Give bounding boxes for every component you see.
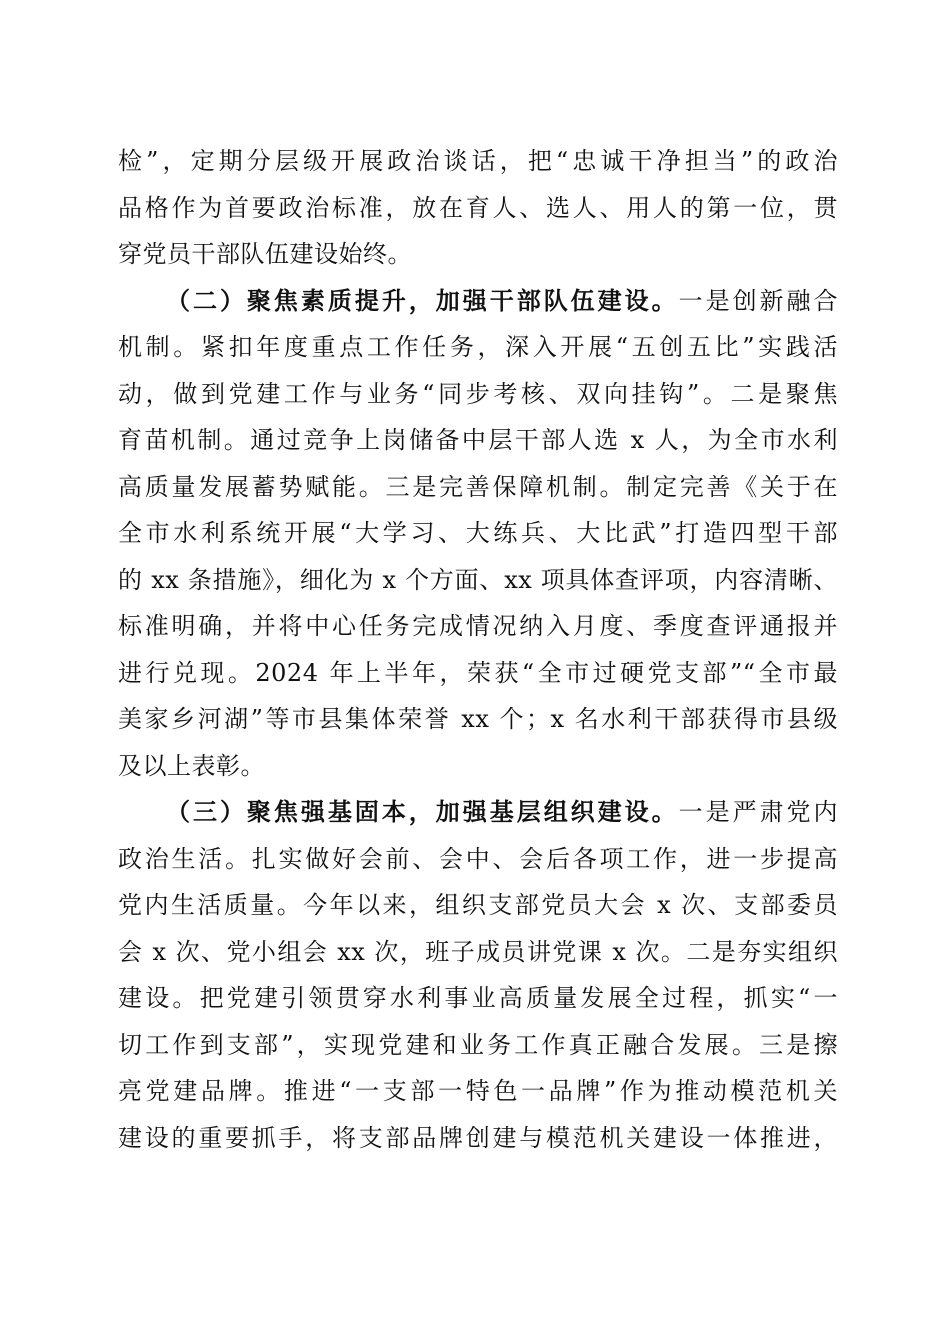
section-heading: （二）聚焦素质提升，加强干部队伍建设。	[166, 285, 679, 315]
text-line: 切工作到支部”，实现党建和业务工作真正融合发展。三是擦	[118, 1030, 838, 1059]
text-line: 进行兑现。2024 年上半年，荣获“全市过硬党支部”“全市最	[118, 658, 838, 687]
paragraph-party-member-team	[118, 138, 838, 278]
text-line: 高质量发展蓄势赋能。三是完善保障机制。制定完善《关于在	[118, 472, 838, 501]
text-line: 全市水利系统开展“大学习、大练兵、大比武”打造四型干部	[118, 519, 838, 547]
text-line: 党内生活质量。今年以来，组织支部党员大会 x 次、支部委员	[118, 891, 838, 919]
text-line: 建设的重要抓手，将支部品牌创建与模范机关建设一体推进，	[118, 1123, 838, 1152]
text-line	[118, 278, 838, 325]
text-line: 机制。紧扣年度重点工作任务，深入开展“五创五比”实践活	[118, 333, 838, 361]
text-line: 建设。把党建引领贯穿水利事业高质量发展全过程，抓实“一	[118, 984, 838, 1012]
text-line: 及以上表彰。	[118, 751, 265, 780]
text-line: 亮党建品牌。推进“一支部一特色一品牌”作为推动模范机关	[118, 1077, 838, 1105]
text-line: 的 xx 条措施》，细化为 x 个方面、xx 项具体查评项，内容清晰、	[118, 565, 838, 594]
text-line: 会 x 次、党小组会 xx 次，班子成员讲党课 x 次。二是夯实组织	[118, 937, 838, 966]
document-body	[118, 138, 838, 1161]
text-run: 一是创新融合	[678, 286, 839, 315]
text-line: 育苗机制。通过竞争上岗储备中层干部人选 x 人，为全市水利	[118, 426, 838, 454]
text-line	[118, 789, 838, 836]
text-line: 美家乡河湖”等市县集体荣誉 xx 个；x 名水利干部获得市县级	[118, 705, 838, 733]
text-line: 动，做到党建工作与业务“同步考核、双向挂钩”。二是聚焦	[118, 379, 838, 408]
paragraph-cadre-team-building	[118, 278, 838, 790]
paragraph-grassroots-organization	[118, 789, 838, 1161]
text-line: 政治生活。扎实做好会前、会中、会后各项工作，进一步提高	[118, 844, 838, 873]
text-run: 一是严肃党内	[678, 798, 839, 826]
text-line: 检”，定期分层级开展政治谈话，把“忠诚干净担当”的政治	[118, 147, 838, 175]
text-line: 标准明确，并将中心任务完成情况纳入月度、季度查评通报并	[118, 612, 838, 640]
section-heading: （三）聚焦强基固本，加强基层组织建设。	[166, 797, 679, 826]
text-line: 穿党员干部队伍建设始终。	[118, 240, 412, 268]
text-line: 品格作为首要政治标准，放在育人、选人、用人的第一位，贯	[118, 193, 838, 222]
